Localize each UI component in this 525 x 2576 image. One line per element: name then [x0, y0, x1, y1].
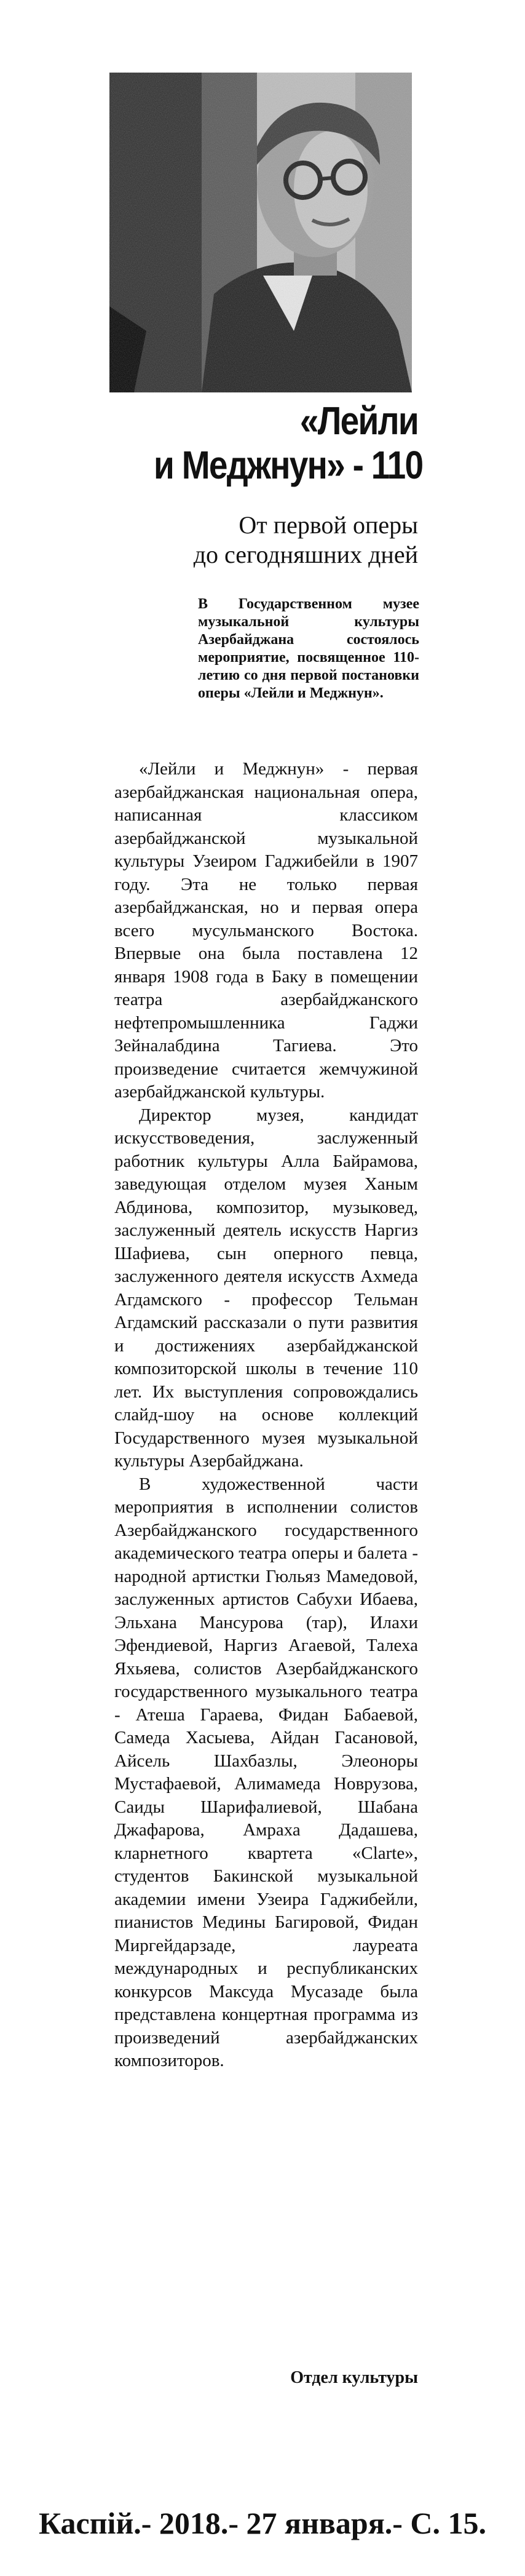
- subtitle-line-1: От первой оперы: [239, 511, 418, 539]
- article-photo: [109, 73, 412, 392]
- paragraph-2: Директор музея, кандидат искусствоведения, заслуженный работник культуры Алла Байрамова, заведующая отделом музея Ханым Абдинова, композитор, музыковед, заслуженный деятель искусств Наргиз Шафиева, сын оперного певца, заслуженного деятеля искусств Ахмеда Агдамского - профессор Тельман Агдамский рассказали о пути развития и достижениях азербайджанской композиторской школы в течение 110 лет. Их выступления сопровождались слайд-шоу на основе коллекций Государственного музея музыкальной культуры Азербайджана.: [114, 1105, 418, 1471]
- article-headline: [154, 399, 423, 487]
- source-citation: Каспiй.- 2018.- 27 января.- С. 15.: [38, 2506, 487, 2540]
- portrait-image: [109, 73, 412, 392]
- article-lead: В Государственном музее музыкальной культуры Азербайджана состоялось мероприятие, посвященное 110-летию со дня первой постановки оперы «Лейли и Меджнун».: [198, 596, 419, 701]
- headline-line-2: и Меджнун» - 110: [154, 443, 423, 487]
- headline-line-1: «Лейли: [299, 399, 418, 443]
- article-body: [114, 758, 418, 2073]
- subtitle-line-2: до сегодняшних дней: [193, 541, 418, 568]
- article-signature: Отдел культуры: [290, 2368, 418, 2387]
- paragraph-3: В художественной части мероприятия в исполнении солистов Азербайджанского государственного академического театра оперы и балета - народной артистки Гюльяз Мамедовой, заслуженных артистов Сабухи Ибаева, Эльхана Мансурова (тар), Илахи Эфендиевой, Наргиз Агаевой, Талеха Яхьяева, солистов Азербайджанского государственного музыкального театра - Атеша Гараева, Фидан Бабаевой, Самеда Хасыева, Айдан Гасановой, Айсель Шахбазлы, Элеоноры Мустафаевой, Алимамеда Новрузова, Саиды Шарифалиевой, Шабана Джафарова, Амраха Дадашева, кларнетного квартета «Clarte», студентов Бакинской музыкальной академии имени Узеира Гаджибейли, пианистов Медины Багировой, Фидан Миргейдарзаде, лауреата международных и республиканских конкурсов Максуда Мусазаде была представлена концертная программа из произведений азербайджанских композиторов.: [114, 1474, 418, 2070]
- paragraph-1: «Лейли и Меджнун» - первая азербайджанская национальная опера, написанная классиком азербайджанской музыкальной культуры Узеиром Гаджибейли в 1907 году. Эта не только первая азербайджанская, но и первая опера всего мусульманского Востока. Впервые она была поставлена 12 января 1908 года в Баку в помещении театра азербайджанского нефтепромышленника Гаджи Зейналабдина Тагиева. Это произведение считается жемчужиной азербайджанской культуры.: [114, 759, 418, 1102]
- article-subtitle: [111, 511, 418, 570]
